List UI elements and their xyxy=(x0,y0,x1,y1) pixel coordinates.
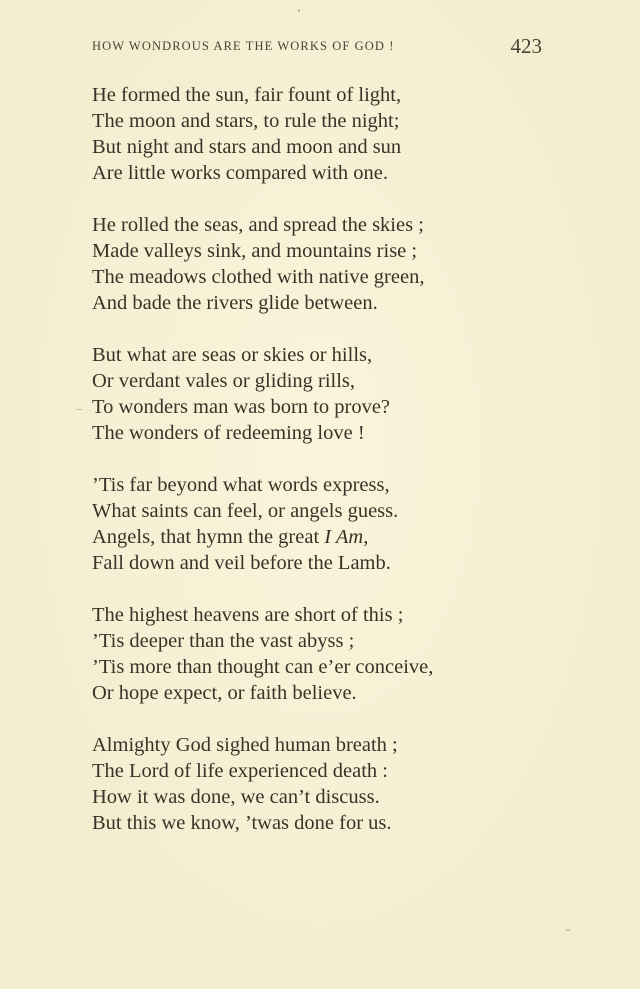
poem-line: But what are seas or skies or hills, xyxy=(92,344,373,366)
poem-line: The moon and stars, to rule the night; xyxy=(92,110,400,132)
page-number: 423 xyxy=(510,34,542,58)
poem-line: Made valleys sink, and mountains rise ; xyxy=(92,240,418,262)
stanza-4 xyxy=(92,472,512,576)
poem-line-text: Angels, that hymn the great xyxy=(92,526,325,548)
poem-line: Or hope expect, or faith believe. xyxy=(92,682,357,704)
stanza-5 xyxy=(92,602,512,706)
poem-line: ’Tis far beyond what words express, xyxy=(92,474,390,496)
poem-line: ’Tis deeper than the vast abyss ; xyxy=(92,630,355,652)
running-title: HOW WONDROUS ARE THE WORKS OF GOD ! xyxy=(92,39,395,53)
print-speck xyxy=(298,9,300,12)
poem-line: And bade the rivers glide between. xyxy=(92,292,378,314)
poem-line: Almighty God sighed human breath ; xyxy=(92,734,398,756)
poem-line: To wonders man was born to prove? xyxy=(92,396,391,418)
poem-line: How it was done, we can’t discuss. xyxy=(92,786,380,808)
running-head xyxy=(92,34,542,60)
poem-line: Fall down and veil before the Lamb. xyxy=(92,552,391,574)
poem-line: What saints can feel, or angels guess. xyxy=(92,500,399,522)
poem-line: ’Tis more than thought can e’er conceive, xyxy=(92,656,434,678)
poem-line-with-italic xyxy=(92,524,512,550)
poem-line: The highest heavens are short of this ; xyxy=(92,604,404,626)
stanza-6 xyxy=(92,732,512,836)
print-speck xyxy=(566,929,570,931)
stanza-2 xyxy=(92,212,512,316)
poem-line: The wonders of redeeming love ! xyxy=(92,422,365,444)
poem xyxy=(92,82,512,862)
italic-phrase: I Am, xyxy=(324,526,369,548)
poem-line: Are little works compared with one. xyxy=(92,162,389,184)
stanza-1 xyxy=(92,82,512,186)
poem-line: He formed the sun, fair fount of light, xyxy=(92,84,402,106)
print-speck xyxy=(76,409,82,410)
stanza-3 xyxy=(92,342,512,446)
poem-line: He rolled the seas, and spread the skies ; xyxy=(92,214,424,236)
poem-line: The meadows clothed with native green, xyxy=(92,266,425,288)
poem-line: But this we know, ’twas done for us. xyxy=(92,812,392,834)
poem-line: Or verdant vales or gliding rills, xyxy=(92,370,356,392)
poem-line: The Lord of life experienced death : xyxy=(92,760,388,782)
poem-line: But night and stars and moon and sun xyxy=(92,136,402,158)
